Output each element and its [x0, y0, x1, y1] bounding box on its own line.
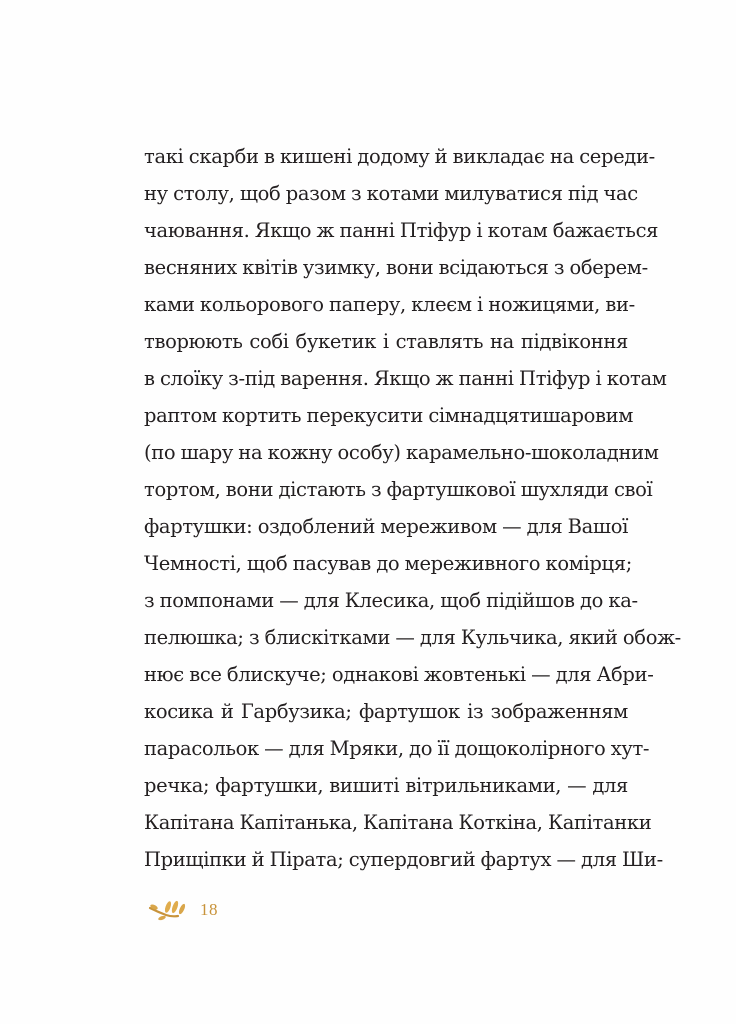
- text-line: речка; фартушки, вишиті вітрильниками, — для: [144, 774, 628, 797]
- text-line: Капітана Капітанька, Капітана Коткіна, Капітанки: [144, 811, 652, 834]
- page-number: 18: [200, 900, 218, 919]
- page-footer: [148, 897, 218, 923]
- text-line: раптом кортить перекусити сімнадцятишаровим: [144, 404, 634, 427]
- text-line: ну столу, щоб разом з котами милуватися під час: [144, 182, 638, 205]
- leaf-sprig-icon: [148, 898, 188, 922]
- text-line: чаювання. Якщо ж панні Птіфур і котам бажається: [144, 219, 659, 242]
- text-line: такі скарби в кишені додому й викладає на середи-: [144, 145, 655, 168]
- text-line: в слоїку з-під варення. Якщо ж панні Птіфур і котам: [144, 367, 667, 390]
- text-line: пелюшка; з блискітками — для Кульчика, який обож-: [144, 626, 681, 649]
- text-line: творюють собі букетик і ставлять на підвіконня: [144, 330, 628, 353]
- body-text: [144, 138, 681, 878]
- text-line: Чемності, щоб пасував до мереживного комірця;: [144, 552, 632, 575]
- text-line: тортом, вони дістають з фартушкової шухляди свої: [144, 478, 653, 501]
- text-line: весняних квітів узимку, вони всідаються з оберем-: [144, 256, 648, 279]
- text-line: косика й Гарбузика; фартушок із зображенням: [144, 700, 628, 723]
- text-line: нює все блискуче; однакові жовтенькі — для Абри-: [144, 663, 654, 686]
- text-line: Прищіпки й Пірата; супердовгий фартух — для Ши-: [144, 848, 663, 871]
- text-line: (по шару на кожну особу) карамельно-шоколадним: [144, 441, 659, 464]
- text-line: фартушки: оздоблений мереживом — для Вашої: [144, 515, 628, 538]
- text-line: парасольок — для Мряки, до її дощоколірного хут-: [144, 737, 650, 760]
- text-line: ками кольорового паперу, клеєм і ножицями, ви-: [144, 293, 635, 316]
- text-line: з помпонами — для Клесика, щоб підійшов до ка-: [144, 589, 638, 612]
